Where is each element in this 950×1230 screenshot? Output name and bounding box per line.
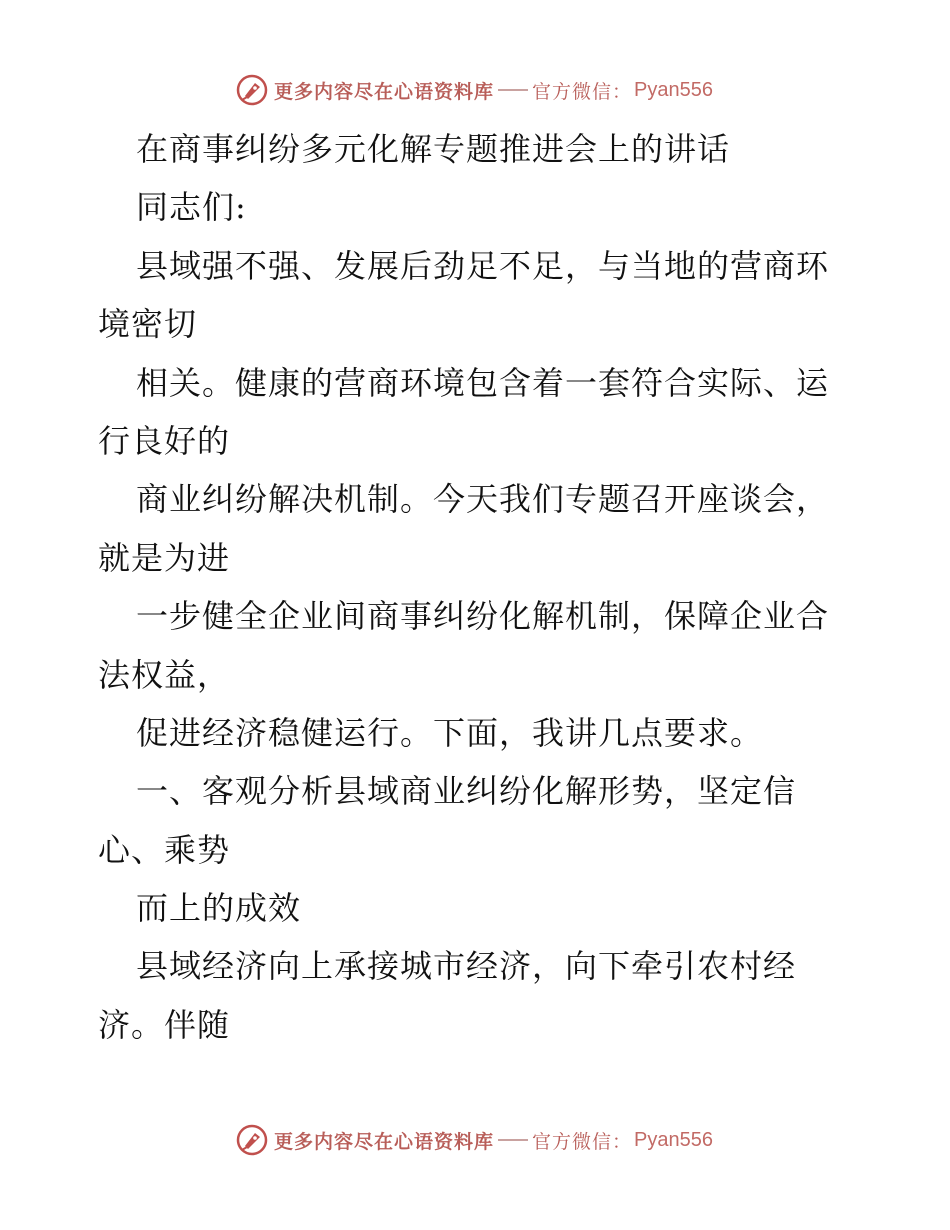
- document-line: 就是为进: [98, 538, 231, 577]
- document-line: 法权益，: [98, 655, 231, 694]
- document-line: 相关。健康的营商环境包含着一套符合实际、运: [136, 363, 830, 402]
- watermark-id-text: Pyan556: [634, 1128, 713, 1151]
- header-watermark: [236, 72, 713, 108]
- pen-nib-icon: [236, 1124, 268, 1156]
- document-line: 一步健全企业间商事纠纷化解机制，保障企业合: [136, 597, 830, 636]
- watermark-sub-text: 官方微信：: [532, 1130, 633, 1153]
- watermark-sub-text: 官方微信：: [532, 80, 633, 103]
- document-body: [98, 120, 858, 1054]
- document-line: 县域经济向上承接城市经济，向下牵引农村经: [136, 947, 797, 986]
- document-line: 一、客观分析县域商业纠纷化解形势，坚定信: [136, 772, 797, 811]
- watermark-dash: [498, 89, 528, 91]
- watermark-main-text: 更多内容尽在心语资料库: [274, 80, 495, 103]
- pen-nib-icon: [236, 74, 268, 106]
- document-line: 行良好的: [98, 421, 231, 460]
- document-line: 心、乘势: [98, 830, 231, 869]
- watermark-main-text: 更多内容尽在心语资料库: [274, 1130, 495, 1153]
- document-line: 在商事纠纷多元化解专题推进会上的讲话: [136, 130, 731, 168]
- document-line: 而上的成效: [136, 889, 302, 928]
- footer-watermark: [236, 1122, 713, 1158]
- watermark-id-text: Pyan556: [634, 78, 713, 101]
- document-line: 境密切: [98, 305, 198, 344]
- document-line: 同志们:: [136, 188, 247, 227]
- document-line: 济。伴随: [98, 1005, 231, 1044]
- document-line: 商业纠纷解决机制。今天我们专题召开座谈会，: [136, 480, 830, 519]
- document-line: 县域强不强、发展后劲足不足，与当地的营商环: [136, 246, 830, 285]
- watermark-dash: [498, 1139, 528, 1141]
- document-line: 促进经济稳健运行。下面，我讲几点要求。: [136, 713, 764, 752]
